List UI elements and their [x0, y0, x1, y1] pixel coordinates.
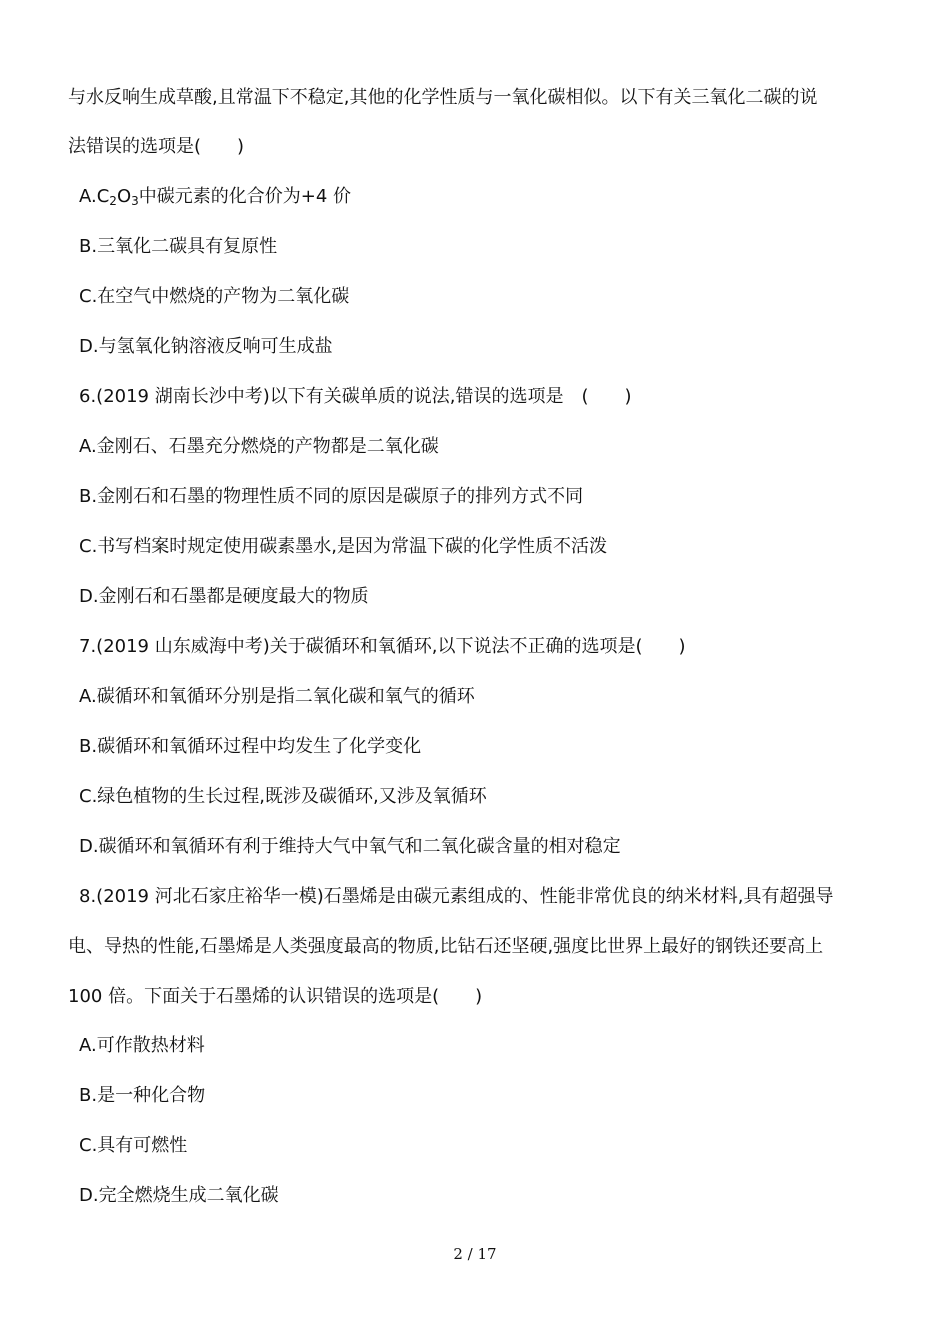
q5-option-b: B.三氧化二碳具有复原性: [79, 236, 278, 257]
q5-option-d: D.与氢氧化钠溶液反响可生成盐: [79, 336, 333, 357]
q7-option-d: D.碳循环和氧循环有利于维持大气中氧气和二氧化碳含量的相对稳定: [79, 836, 621, 857]
q6-option-d: D.金刚石和石墨都是硬度最大的物质: [79, 586, 369, 607]
q6-option-a: A.金刚石、石墨充分燃烧的产物都是二氧化碳: [79, 436, 439, 457]
q5-stem-line-1: 与水反响生成草酸,且常温下不稳定,其他的化学性质与一氧化碳相似。以下有关三氧化二碳的说: [68, 87, 818, 108]
q8-option-c: C.具有可燃性: [79, 1135, 188, 1156]
q6-option-c: C.书写档案时规定使用碳素墨水,是因为常温下碳的化学性质不活泼: [79, 536, 608, 557]
q7-option-c: C.绿色植物的生长过程,既涉及碳循环,又涉及氧循环: [79, 786, 487, 807]
q5-option-c: C.在空气中燃烧的产物为二氧化碳: [79, 286, 350, 307]
q5-option-a-suffix: 中碳元素的化合价为+4 价: [138, 186, 352, 207]
q6-stem: 6.(2019 湖南长沙中考)以下有关碳单质的说法,错误的选项是 ( ): [79, 386, 632, 407]
q8-stem-line-2: 电、导热的性能,石墨烯是人类强度最高的物质,比钻石还坚硬,强度比世界上最好的钢铁还要高上: [68, 936, 824, 957]
q7-option-b: B.碳循环和氧循环过程中均发生了化学变化: [79, 736, 422, 757]
q8-stem-line-1: 8.(2019 河北石家庄裕华一模)石墨烯是由碳元素组成的、性能非常优良的纳米材料,具有超强导: [79, 886, 834, 907]
q7-stem: 7.(2019 山东威海中考)关于碳循环和氧循环,以下说法不正确的选项是( ): [79, 636, 686, 657]
q5-stem-line-2: 法错误的选项是( ): [68, 136, 245, 157]
q8-stem-line-3: 100 倍。下面关于石墨烯的认识错误的选项是( ): [68, 986, 483, 1007]
q5-option-a-subscript-1: 2: [109, 194, 117, 208]
q5-option-a-mid: O: [116, 186, 132, 207]
q8-option-a: A.可作散热材料: [79, 1035, 205, 1056]
q8-option-b: B.是一种化合物: [79, 1085, 206, 1106]
q5-option-a-prefix: A.C: [79, 186, 110, 207]
page-number: 2 / 17: [453, 1245, 497, 1263]
q5-option-a: [79, 185, 899, 209]
q8-option-d: D.完全燃烧生成二氧化碳: [79, 1185, 279, 1206]
q5-option-a-subscript-2: 3: [131, 194, 139, 208]
q6-option-b: B.金刚石和石墨的物理性质不同的原因是碳原子的排列方式不同: [79, 486, 584, 507]
q7-option-a: A.碳循环和氧循环分别是指二氧化碳和氧气的循环: [79, 686, 475, 707]
